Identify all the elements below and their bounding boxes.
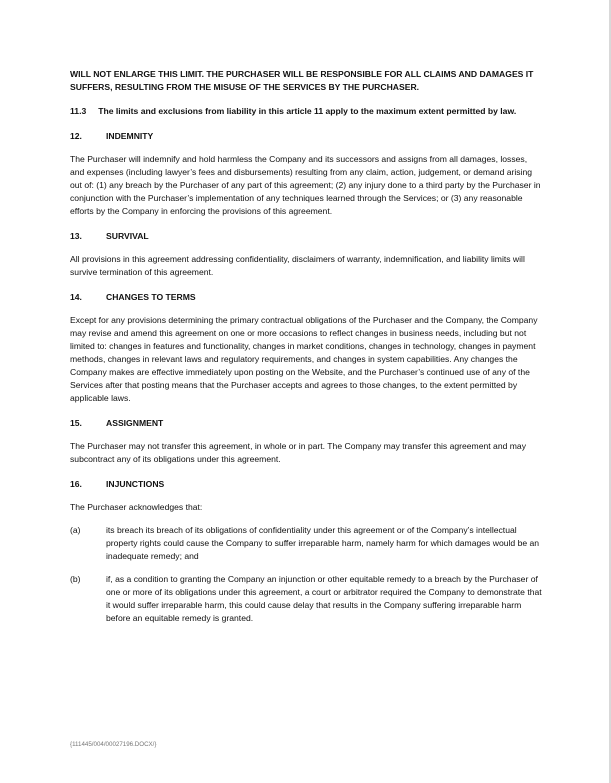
section-15-heading — [70, 417, 542, 430]
document-body — [70, 68, 542, 625]
section-12-body: The Purchaser will indemnify and hold harmless the Company and its successors and assigns from all damages, losses, and expenses (including lawyer’s fees and disbursements) resulting from any claim, action, judgement, or demand arising out of: (1) any breach by the Purchaser of any part of this agreement; (2) any injury done to a third party by the Purchaser in conjunction with the Purchaser’s implementation of any techniques learned through the Services; or (3) any reasonable efforts by the Company in enforcing the provisions of this agreement. — [70, 154, 541, 216]
section-title: SURVIVAL — [106, 231, 149, 241]
section-number: 12. — [70, 131, 82, 141]
list-item — [70, 524, 542, 563]
list-item — [70, 573, 542, 625]
section-13-body: All provisions in this agreement addressing confidentiality, disclaimers of warranty, indemnification, and liability limits will survive termination of this agreement. — [70, 254, 525, 277]
section-12-heading — [70, 130, 542, 143]
liability-continuation-text: WILL NOT ENLARGE THIS LIMIT. THE PURCHASER WILL BE RESPONSIBLE FOR ALL CLAIMS AND DAMAGES IT SUFFERS, RESULTING FROM THE MISUSE OF THE SERVICES BY THE PURCHASER. — [70, 69, 534, 92]
section-14-heading — [70, 291, 542, 304]
clause-11-3: 11.3 The limits and exclusions from liability in this article 11 apply to the maximum extent permitted by law. — [70, 106, 517, 116]
list-item-text: if, as a condition to granting the Company an injunction or other equitable remedy to a breach by the Purchaser of one or more of its obligations under this agreement, a court or arbitrator required the Company to demonstrate that it would suffer irreparable harm, this could cause delay that results in the Company suffering irreparable harm before an equitable remedy is granted. — [106, 574, 542, 623]
section-14-body: Except for any provisions determining the primary contractual obligations of the Purchaser and the Company, the Company may revise and amend this agreement on one or more occasions to reflect changes in business needs, including but not limited to: changes in features and functionality, changes in market conditions, changes in technology, changes in payment methods, changes in relevant laws and regulatory requirements, and changes in system capabilities. Any changes the Company makes are effective immediately upon posting on the Website, and the Purchaser’s continued use of any of the Services after that posting means that the Purchaser accepts and agrees to those changes, to the extent permitted by applicable laws. — [70, 315, 538, 403]
section-number: 15. — [70, 418, 82, 428]
document-footer-reference: {111445/004/00027196.DOCX/} — [70, 741, 157, 748]
section-number: 16. — [70, 479, 82, 489]
section-15-body: The Purchaser may not transfer this agreement, in whole or in part. The Company may transfer this agreement and may subcontract any of its obligations under this agreement. — [70, 441, 527, 464]
section-title: INJUNCTIONS — [106, 479, 165, 489]
section-title: CHANGES TO TERMS — [106, 292, 196, 302]
list-item-text: its breach its breach of its obligations of confidentiality under this agreement or of the Company’s intellectual property rights could cause the Company to suffer irreparable harm, namely harm for which damages would be an inadequate remedy; and — [106, 525, 540, 561]
section-title: ASSIGNMENT — [106, 418, 164, 428]
list-item-label: (b) — [70, 574, 81, 584]
section-title: INDEMNITY — [106, 131, 154, 141]
section-16-heading — [70, 478, 542, 491]
list-item-label: (a) — [70, 525, 81, 535]
section-number: 13. — [70, 231, 82, 241]
section-number: 14. — [70, 292, 82, 302]
section-13-heading — [70, 230, 542, 243]
section-16-intro: The Purchaser acknowledges that: — [70, 502, 203, 512]
